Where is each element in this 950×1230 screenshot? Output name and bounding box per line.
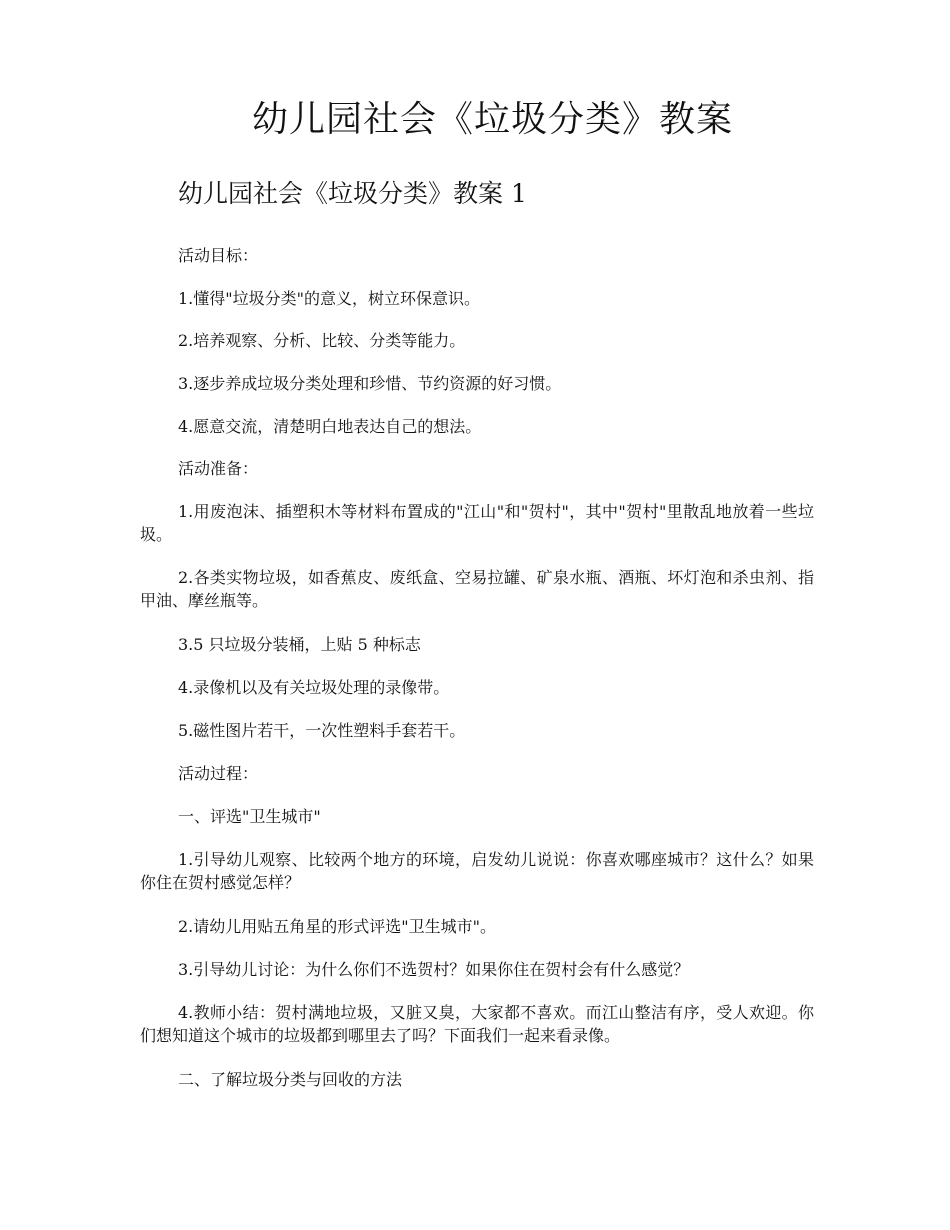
preparation-item-4: 4.录像机以及有关垃圾处理的录像带。: [178, 678, 450, 697]
heading-activity-process: 活动过程：: [178, 764, 259, 783]
preparation-item-5: 5.磁性图片若干，一次性塑料手套若干。: [178, 721, 466, 740]
process-step-1-heading: 一、评选"卫生城市": [178, 807, 321, 826]
goal-item-3: 3.逐步养成垃圾分类处理和珍惜、节约资源的好习惯。: [178, 374, 562, 393]
goal-item-2: 2.培养观察、分析、比较、分类等能力。: [178, 331, 466, 350]
process-step-1-item-2: 2.请幼儿用贴五角星的形式评选"卫生城市"。: [178, 917, 496, 936]
goal-item-1: 1.懂得"垃圾分类"的意义，树立环保意识。: [178, 289, 480, 308]
heading-activity-goals: 活动目标：: [178, 246, 259, 265]
section-title: 幼儿园社会《垃圾分类》教案 1: [178, 179, 527, 208]
heading-activity-preparation: 活动准备：: [178, 459, 259, 478]
process-step-1-item-3: 3.引导幼儿讨论：为什么你们不选贺村？如果你住在贺村会有什么感觉？: [178, 960, 690, 979]
process-step-1-item-4: 4.教师小结：贺村满地垃圾，又脏又臭，大家都不喜欢。而江山整洁有序，受人欢迎。你们想知道这个城市的垃圾都到哪里去了吗？下面我们一起来看录像。: [140, 1003, 814, 1045]
document-title: 幼儿园社会《垃圾分类》教案: [251, 99, 733, 140]
process-step-2-heading: 二、了解垃圾分类与回收的方法: [178, 1070, 403, 1089]
preparation-item-3: 3.5 只垃圾分装桶，上贴 5 种标志: [178, 635, 421, 654]
goal-item-4: 4.愿意交流，清楚明白地表达自己的想法。: [178, 417, 482, 436]
process-step-1-item-1: 1.引导幼儿观察、比较两个地方的环境，启发幼儿说说：你喜欢哪座城市？这什么？如果你住在贺村感觉怎样？: [140, 850, 814, 892]
preparation-item-1: 1.用废泡沫、插塑积木等材料布置成的"江山"和"贺村"，其中"贺村"里散乱地放着一些垃圾。: [140, 502, 814, 544]
preparation-item-2: 2.各类实物垃圾，如香蕉皮、废纸盒、空易拉罐、矿泉水瓶、酒瓶、坏灯泡和杀虫剂、指甲油、摩丝瓶等。: [140, 568, 814, 610]
